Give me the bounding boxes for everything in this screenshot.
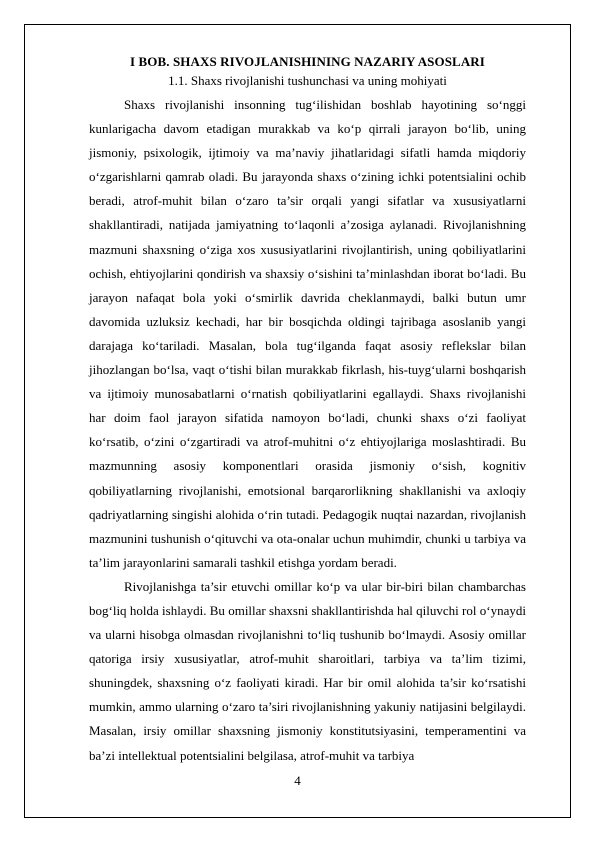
- body-paragraph-2: Rivojlanishga ta’sir etuvchi omillar ko‘p va ular bir-biri bilan chambarchas bog‘liq holda ishlaydi. Bu omillar shaxsni shakllantirishda hal qiluvchi rol o‘ynaydi va ularni hisobga olmasdan rivojlanishni to‘liq tushunib bo‘lmaydi. Asosiy omillar qatoriga irsiy xususiyatlar, atrof-muhit sharoitlari, tarbiya va ta’lim tizimi, shuningdek, shaxsning o‘z faoliyati kiradi. Har bir omil alohida ta’sir ko‘rsatishi mumkin, ammo ularning o‘zaro ta’siri rivojlanishning yakuniy natijasini belgilaydi. Masalan, irsiy omillar shaxsning jismoniy konstitutsiyasini, temperamentini va ba’zi intellektual potentsialini belgilasa, atrof-muhit va tarbiya: [89, 578, 526, 763]
- chapter-title: I BOB. SHAXS RIVOJLANISHINING NAZARIY ASOSLARI: [130, 54, 485, 69]
- body-paragraph-1: Shaxs rivojlanishi insonning tug‘ilishidan boshlab hayotining so‘nggi kunlarigacha davom etadigan murakkab va ko‘p qirrali jarayon bo‘lib, uning jismoniy, psixologik, ijtimoiy va ma’naviy jihatlaridagi sifatli hamda miqdoriy o‘zgarishlarni qamrab oladi. Bu jarayonda shaxs o‘zining ichki potentsialini ochib beradi, atrof-muhit bilan o‘zaro ta’sir orqali yangi sifatlar va xususiyatlarni shakllantiradi, natijada jamiyatning to‘laqonli a’zosiga aylanadi. Rivojlanishning mazmuni shaxsning o‘ziga xos xususiyatlarini rivojlantirish, uning qobiliyatlarini ochish, ehtiyojlarini qondirish va shaxsiy o‘sishini ta’minlashdan iborat bo‘ladi. Bu jarayon nafaqat bola yoki o‘smirlik davrida cheklanmaydi, balki butun umr davomida uzluksiz kechadi, har bir bosqichda oldingi tajribaga asoslanib yangi darajaga ko‘tariladi. Masalan, bola tug‘ilganda faqat asosiy reflekslar bilan jihozlangan bo‘lsa, vaqt o‘tishi bilan murakkab fikrlash, his-tuyg‘ularni boshqarish va ijtimoiy munosabatlarni o‘rnatish qobiliyatlarini egallaydi. Shaxs rivojlanishi har doim faol jarayon sifatida namoyon bo‘ladi, chunki shaxs o‘zi faoliyat ko‘rsatib, o‘zini o‘zgartiradi va atrof-muhitni o‘z ehtiyojlariga moslashtiradi. Bu mazmunning asosiy komponentlari orasida jismoniy o‘sish, kognitiv qobiliyatlarning rivojlanishi, emotsional barqarorlikning shakllanishi va axloqiy qadriyatlarning singishi alohida o‘rin tutadi. Pedagogik nuqtai nazardan, rivojlanish mazmunini tushunish o‘qituvchi va ota-onalar uchun muhimdir, chunki u tarbiya va ta’lim jarayonlarini samarali tashkil etishga yordam beradi.: [89, 97, 526, 570]
- page-number: 4: [294, 773, 301, 788]
- section-title: 1.1. Shaxs rivojlanishi tushunchasi va uning mohiyati: [168, 73, 447, 88]
- page-content: [89, 52, 526, 768]
